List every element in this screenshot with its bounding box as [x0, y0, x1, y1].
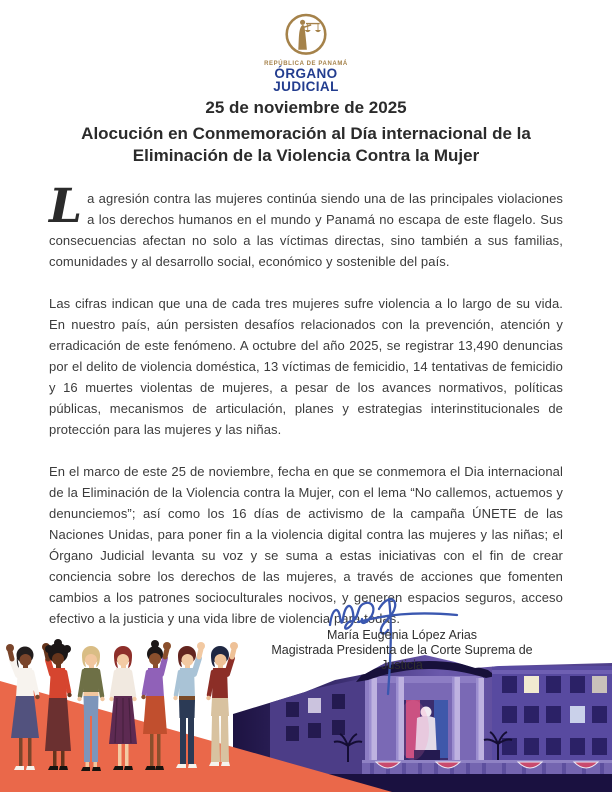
woman-figure: [206, 642, 238, 766]
woman-figure: [6, 644, 40, 770]
signature-block: [250, 592, 554, 673]
signatory-title: Magistrada Presidenta de la Corte Suprema de Justicia: [271, 643, 533, 672]
logo-org-name: ÓRGANO JUDICIAL: [273, 66, 339, 94]
woman-figure: [42, 639, 72, 770]
woman-figure: [77, 646, 104, 771]
lady-justice-scales-icon: [280, 12, 332, 60]
page-title: Alocución en Conmemoración al Día internacional de la Eliminación de la Violencia Contra la Mujer: [81, 124, 531, 165]
document-paragraph-1: La agresión contra las mujeres continúa siendo una de las principales violaciones a los derechos humanos en el mundo y Panamá no escapa de este flagelo. Sus consecuencias afectan no solo a las víctimas directas, sino también a sus familias, comunidades y al desarrollo social, económico y sostenible del país.: [49, 179, 563, 269]
logo-country-text: REPÚBLICA DE PANAMÁ: [264, 61, 348, 67]
women-raised-fists-illustration: [3, 638, 243, 778]
date-line: 25 de noviembre de 2025: [205, 98, 407, 117]
woman-figure: [141, 640, 171, 770]
document-paragraph-2: Las cifras indican que una de cada tres mujeres sufre violencia a lo largo de su vida. En nuestro país, aún persisten desafíos relacionados con la prevención, atención y erradicación de este fenómeno. A octubre del año 2025, se registrar 13,490 denuncias por el delito de violencia doméstica, 13 víctimas de femicidio, 14 tentativas de femicidio y 16 muertes violentas de mujeres, a pesar de los avances normativos, políticas públicas, mecanismos de articulación, planes y estrategias interinstitucionales de protección para las mujeres y las niñas.: [49, 296, 563, 437]
document-paragraph-3: En el marco de este 25 de noviembre, fecha en que se conmemora el Dia internacional de la Eliminación de la Violencia contra la Mujer, con el lema “No callemos, actuemos y denunciemos”; así como los 16 días de activismo de la campaña ÚNETE de las Naciones Unidas, para poner fin a la violencia digital contra las mujeres y las niñas; el Órgano Judicial levanta su voz y se suma a estas iniciativas con el fin de crear conciencia sobre los derechos de las mujeres, a través de acciones que fomenten cambios a los patrones socioculturales nocivos, y generen espacios seguros, acceso efectivo a la justicia y una vida libre de violencia para todas.: [49, 464, 563, 626]
signatory-name: María Eugenia López Arias: [326, 628, 478, 642]
drop-cap: L: [49, 179, 83, 234]
title-block: [0, 98, 612, 167]
org-logo: [0, 12, 612, 93]
document-body: [49, 179, 563, 650]
woman-figure: [173, 642, 205, 768]
woman-figure: [109, 646, 137, 770]
